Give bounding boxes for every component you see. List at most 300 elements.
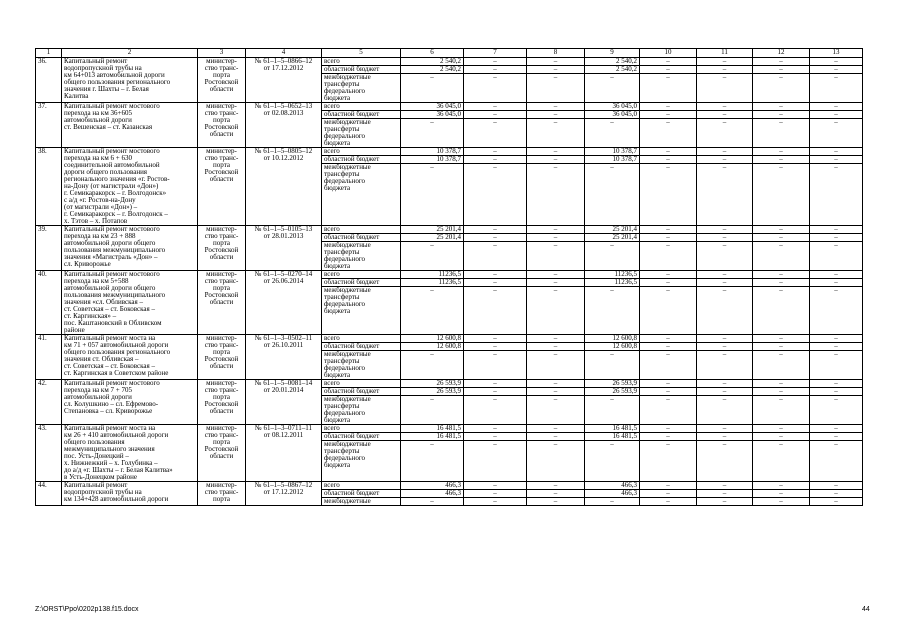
column-header: 9 xyxy=(585,49,640,58)
value-cell xyxy=(585,482,640,506)
value-cell xyxy=(585,271,640,335)
value: – xyxy=(779,118,783,126)
funding-source-label: областной бюджет xyxy=(322,111,400,119)
value: 36 045,0 xyxy=(401,111,463,119)
value: – xyxy=(753,156,809,164)
row-number: 37. xyxy=(36,103,62,148)
value-cell xyxy=(810,103,863,148)
value: – xyxy=(722,163,727,171)
value: – xyxy=(697,279,752,287)
customer: министер- ство транс- порта Ростовской области xyxy=(198,380,246,425)
column-header: 10 xyxy=(640,49,697,58)
value: – xyxy=(697,226,752,234)
value: – xyxy=(697,271,752,279)
value: – xyxy=(553,118,558,126)
funding-source-label: межбюджетные трансферты федерального бюджета xyxy=(324,350,371,379)
value-cell xyxy=(753,425,810,482)
funding-source-label: областной бюджет xyxy=(322,433,400,441)
value: – xyxy=(430,497,434,505)
value: 2 540,2 xyxy=(585,58,639,66)
value: – xyxy=(753,388,809,396)
row-number: 38. xyxy=(36,148,62,226)
value-cell xyxy=(464,425,527,482)
value: – xyxy=(779,497,783,505)
value: – xyxy=(430,286,434,294)
value: – xyxy=(753,58,809,66)
value-cell xyxy=(753,103,810,148)
value-cell xyxy=(527,380,585,425)
project-name: Капитальный ремонт водопропускной трубы на км 134+428 автомобильной дороги xyxy=(62,482,198,506)
value-cell xyxy=(401,226,464,271)
value: – xyxy=(527,226,584,234)
value: – xyxy=(553,163,558,171)
value-cell xyxy=(527,226,585,271)
funding-source-label: всего xyxy=(322,335,400,343)
column-header: 2 xyxy=(62,49,198,58)
value: 26 593,9 xyxy=(585,388,639,396)
document-number: № 61–1–5–0081–14 от 20.01.2014 xyxy=(246,380,322,425)
value-cell xyxy=(697,380,753,425)
value-cell xyxy=(585,380,640,425)
funding-sources xyxy=(322,380,401,425)
value: – xyxy=(527,433,584,441)
value: – xyxy=(753,148,809,156)
value: 26 593,9 xyxy=(401,380,463,388)
project-name: Капитальный ремонт мостового перехода на км 6 + 630 соединительной автомобильной дороги общего пользования регионального значения «г. Ростов- на-Дону (от магистрали «Дон») г. Семикаракорск – г. Волгодонск» с а/д «г. Ростов-на-Дону (от магистрали «Дон») – г. Семикаракорск – г. Волгодонск – х. Тэтов – х. Потапов xyxy=(62,148,198,226)
table-row xyxy=(36,271,863,335)
row-number: 39. xyxy=(36,226,62,271)
value-cell xyxy=(810,271,863,335)
value: – xyxy=(753,234,809,242)
value-cell xyxy=(753,58,810,103)
funding-source-label: всего xyxy=(322,148,400,156)
funding-source-label: областной бюджет xyxy=(322,66,400,74)
customer: министер- ство транс- порта Ростовской области xyxy=(198,226,246,271)
funding-source-label: межбюджетные трансферты федерального бюджета xyxy=(324,395,371,424)
value: – xyxy=(527,156,584,164)
value: – xyxy=(666,497,670,505)
value-cell xyxy=(527,148,585,226)
value: – xyxy=(527,279,584,287)
document-number: № 61–1–3–0711–11 от 08.12.2011 xyxy=(246,425,322,482)
value: 36 045,0 xyxy=(401,103,463,111)
value: 25 201,4 xyxy=(401,234,463,242)
value: – xyxy=(640,433,696,441)
value: – xyxy=(666,241,670,249)
value-cell xyxy=(697,226,753,271)
value: – xyxy=(779,350,783,358)
value: – xyxy=(666,73,670,81)
funding-source-label: областной бюджет xyxy=(322,490,400,498)
value: 12 600,8 xyxy=(401,343,463,351)
funding-sources xyxy=(322,226,401,271)
value-cell xyxy=(401,335,464,380)
value: – xyxy=(810,226,862,234)
value: – xyxy=(753,103,809,111)
customer: министер- ство транс- порта xyxy=(198,482,246,506)
value: – xyxy=(493,395,497,403)
customer: министер- ство транс- порта Ростовской области xyxy=(198,425,246,482)
value: – xyxy=(527,58,584,66)
value: – xyxy=(666,118,670,126)
value-cell xyxy=(585,425,640,482)
value: 2 540,2 xyxy=(401,58,463,66)
value-cell xyxy=(640,226,697,271)
value: – xyxy=(527,490,584,498)
value: – xyxy=(640,111,696,119)
value: – xyxy=(464,490,526,498)
value: – xyxy=(464,380,526,388)
value-cell xyxy=(464,103,527,148)
value: – xyxy=(640,58,696,66)
value: – xyxy=(640,234,696,242)
value: – xyxy=(810,425,862,433)
value: – xyxy=(553,440,558,448)
value: – xyxy=(722,350,727,358)
customer: министер- ство транс- порта Ростовской области xyxy=(198,148,246,226)
value: 26 593,9 xyxy=(585,380,639,388)
value: 11236,5 xyxy=(585,271,639,279)
value-cell xyxy=(640,148,697,226)
value-cell xyxy=(810,148,863,226)
column-header: 4 xyxy=(246,49,322,58)
value: – xyxy=(834,350,838,358)
value: – xyxy=(640,103,696,111)
value-cell xyxy=(753,380,810,425)
project-name: Капитальный ремонт мостового перехода на км 23 + 888 автомобильной дороги общего пользования межмуниципального значения «Магистраль «Дон» – сл. Криворожье xyxy=(62,226,198,271)
value: 2 540,2 xyxy=(585,66,639,74)
customer: министер- ство транс- порта Ростовской области xyxy=(198,335,246,380)
value: 466,3 xyxy=(401,482,463,490)
value: 10 378,7 xyxy=(585,156,639,164)
project-name: Капитальный ремонт мостового перехода на км 7 + 705 автомобильной дороги сл. Колушкино – сл. Ефремово- Степановка – сл. Криворожье xyxy=(62,380,198,425)
funding-source-label: межбюджетные трансферты федерального бюджета xyxy=(324,118,371,147)
value: – xyxy=(810,271,862,279)
column-header: 7 xyxy=(464,49,527,58)
column-header: 5 xyxy=(322,49,401,58)
value: – xyxy=(640,343,696,351)
value: – xyxy=(527,271,584,279)
value: – xyxy=(464,343,526,351)
value: – xyxy=(722,118,727,126)
value-cell xyxy=(753,482,810,506)
value: – xyxy=(834,241,838,249)
value: – xyxy=(553,73,558,81)
value-cell xyxy=(401,482,464,506)
value: – xyxy=(430,350,434,358)
value: – xyxy=(834,73,838,81)
document-number: № 61–1–5–0270–14 от 26.06.2014 xyxy=(246,271,322,335)
value: – xyxy=(527,335,584,343)
table-row xyxy=(36,226,863,271)
value: – xyxy=(464,279,526,287)
value: 16 481,5 xyxy=(401,433,463,441)
value: 466,3 xyxy=(401,490,463,498)
value: – xyxy=(779,286,783,294)
value: 16 481,5 xyxy=(401,425,463,433)
value: – xyxy=(753,271,809,279)
value: – xyxy=(697,103,752,111)
value: – xyxy=(553,497,558,505)
project-name: Капитальный ремонт мостового перехода на км 5+588 автомобильной дороги общего пользования межмуниципального значения «сл. Обливская – ст. Советская – ст. Боковская – ст. Каргинская» – пос. Каштановский в Обливском районе xyxy=(62,271,198,335)
value: – xyxy=(464,335,526,343)
value: – xyxy=(810,490,862,498)
value: – xyxy=(834,497,838,505)
column-header: 12 xyxy=(753,49,810,58)
value: 36 045,0 xyxy=(585,103,639,111)
value-cell xyxy=(464,271,527,335)
value: – xyxy=(697,343,752,351)
value: – xyxy=(430,118,434,126)
value: – xyxy=(697,425,752,433)
value-cell xyxy=(640,380,697,425)
value: – xyxy=(464,234,526,242)
value-cell xyxy=(697,103,753,148)
value: – xyxy=(430,395,434,403)
funding-source-label: областной бюджет xyxy=(322,156,400,164)
value: – xyxy=(834,118,838,126)
row-number: 41. xyxy=(36,335,62,380)
value: – xyxy=(610,163,614,171)
value-cell xyxy=(527,271,585,335)
value: – xyxy=(640,148,696,156)
value-cell xyxy=(527,425,585,482)
value: 16 481,5 xyxy=(585,425,639,433)
value: – xyxy=(464,271,526,279)
value: – xyxy=(722,497,727,505)
row-number: 44. xyxy=(36,482,62,506)
header-row xyxy=(36,49,863,58)
funding-source-label: межбюджетные трансферты федерального бюджета xyxy=(324,440,371,469)
value: – xyxy=(430,440,434,448)
value: – xyxy=(430,241,434,249)
column-header: 13 xyxy=(810,49,863,58)
value-cell xyxy=(527,335,585,380)
column-header: 11 xyxy=(697,49,753,58)
value: – xyxy=(697,380,752,388)
value-cell xyxy=(640,58,697,103)
value: – xyxy=(493,241,497,249)
value: – xyxy=(810,388,862,396)
value-cell xyxy=(697,335,753,380)
value: – xyxy=(553,241,558,249)
value: – xyxy=(834,440,838,448)
value-cell xyxy=(640,103,697,148)
value-cell xyxy=(585,335,640,380)
column-header: 8 xyxy=(527,49,585,58)
funding-source-label: областной бюджет xyxy=(322,234,400,242)
value: – xyxy=(810,66,862,74)
value: – xyxy=(464,103,526,111)
value: – xyxy=(697,66,752,74)
value: – xyxy=(464,482,526,490)
value: – xyxy=(493,118,497,126)
value: – xyxy=(640,388,696,396)
value: – xyxy=(527,482,584,490)
value-cell xyxy=(810,335,863,380)
value: – xyxy=(779,241,783,249)
value: – xyxy=(527,66,584,74)
value: – xyxy=(640,271,696,279)
value: – xyxy=(493,440,497,448)
value: – xyxy=(640,156,696,164)
value: 10 378,7 xyxy=(585,148,639,156)
value: – xyxy=(666,440,670,448)
value: – xyxy=(493,163,497,171)
value: – xyxy=(464,388,526,396)
value: – xyxy=(779,163,783,171)
value: – xyxy=(697,433,752,441)
value: – xyxy=(697,335,752,343)
value: – xyxy=(464,66,526,74)
customer: министер- ство транс- порта Ростовской области xyxy=(198,103,246,148)
value: – xyxy=(527,103,584,111)
value: 11236,5 xyxy=(401,271,463,279)
value: 10 378,7 xyxy=(401,148,463,156)
value: – xyxy=(722,440,727,448)
value: – xyxy=(640,66,696,74)
document-number: № 61–1–5–0867–12 от 17.12.2012 xyxy=(246,482,322,506)
value: – xyxy=(666,163,670,171)
project-name: Капитальный ремонт водопропускной трубы на км 64+013 автомобильной дороги общего пользования регионального значения г. Шахты – г. Белая Калитва xyxy=(62,58,198,103)
value: – xyxy=(753,482,809,490)
value: – xyxy=(464,425,526,433)
document-number: № 61–1–5–0652–13 от 02.08.2013 xyxy=(246,103,322,148)
value: – xyxy=(640,380,696,388)
value-cell xyxy=(585,103,640,148)
value: – xyxy=(753,343,809,351)
value: – xyxy=(610,286,614,294)
value: – xyxy=(640,279,696,287)
value-cell xyxy=(640,482,697,506)
value: – xyxy=(779,73,783,81)
value: – xyxy=(697,111,752,119)
value-cell xyxy=(753,226,810,271)
row-number: 40. xyxy=(36,271,62,335)
value: – xyxy=(810,335,862,343)
value: – xyxy=(640,425,696,433)
value-cell xyxy=(464,482,527,506)
value: – xyxy=(810,482,862,490)
value: – xyxy=(430,163,434,171)
value: – xyxy=(610,350,614,358)
value: 26 593,9 xyxy=(401,388,463,396)
funding-sources xyxy=(322,335,401,380)
value-cell xyxy=(753,148,810,226)
funding-source-label: всего xyxy=(322,482,400,490)
value-cell xyxy=(697,148,753,226)
customer: министер- ство транс- порта Ростовской области xyxy=(198,58,246,103)
value-cell xyxy=(401,148,464,226)
value: 16 481,5 xyxy=(585,433,639,441)
value-cell xyxy=(401,271,464,335)
project-name: Капитальный ремонт моста на км 71 + 057 автомобильной дороги общего пользования регионального значения ст. Обливская – ст. Советская – ст. Боковская – ст. Каргинская в Советском районе xyxy=(62,335,198,380)
value-cell xyxy=(810,482,863,506)
value-cell xyxy=(585,58,640,103)
value: – xyxy=(527,388,584,396)
value: – xyxy=(527,343,584,351)
value: – xyxy=(527,111,584,119)
value-cell xyxy=(640,271,697,335)
table-row xyxy=(36,425,863,482)
value: – xyxy=(666,395,670,403)
value-cell xyxy=(810,380,863,425)
value: – xyxy=(753,490,809,498)
value: – xyxy=(666,350,670,358)
table-row xyxy=(36,58,863,103)
value: – xyxy=(722,286,727,294)
value-cell xyxy=(810,425,863,482)
funding-source-label: всего xyxy=(322,425,400,433)
value: 11236,5 xyxy=(585,279,639,287)
value: – xyxy=(834,395,838,403)
funding-source-label: всего xyxy=(322,271,400,279)
value: – xyxy=(753,380,809,388)
value: – xyxy=(722,395,727,403)
value-cell xyxy=(810,58,863,103)
value: – xyxy=(810,58,862,66)
value: – xyxy=(464,226,526,234)
value-cell xyxy=(753,335,810,380)
value-cell xyxy=(527,482,585,506)
value: – xyxy=(834,286,838,294)
value: 25 201,4 xyxy=(585,234,639,242)
value: – xyxy=(430,73,434,81)
value: – xyxy=(697,58,752,66)
value-cell xyxy=(401,103,464,148)
table-row xyxy=(36,103,863,148)
value-cell xyxy=(464,148,527,226)
value: – xyxy=(697,388,752,396)
value-cell xyxy=(753,271,810,335)
table-body xyxy=(36,58,863,506)
value: – xyxy=(697,148,752,156)
funding-sources xyxy=(322,148,401,226)
value-cell xyxy=(527,58,585,103)
value: – xyxy=(464,148,526,156)
funding-sources xyxy=(322,103,401,148)
value: – xyxy=(697,234,752,242)
value: – xyxy=(464,111,526,119)
value: – xyxy=(610,497,614,505)
value: 12 600,8 xyxy=(401,335,463,343)
funding-source-label: межбюджетные трансферты федерального бюджета xyxy=(324,286,371,315)
value: – xyxy=(779,395,783,403)
value-cell xyxy=(464,380,527,425)
value: – xyxy=(753,335,809,343)
funding-source-label: областной бюджет xyxy=(322,279,400,287)
value: 12 600,8 xyxy=(585,343,639,351)
value-cell xyxy=(640,425,697,482)
value: 11236,5 xyxy=(401,279,463,287)
value: – xyxy=(753,66,809,74)
table-row xyxy=(36,148,863,226)
value-cell xyxy=(401,425,464,482)
customer: министер- ство транс- порта Ростовской области xyxy=(198,271,246,335)
value-cell xyxy=(697,482,753,506)
project-name: Капитальный ремонт моста на км 26 + 410 автомобильной дороги общего пользования межмуниципального значения пос. Усть-Донецкий – х. Нижнежкий – х. Голубинка – до а/д «г. Шахты – г. Белая Калитва» в Усть-Донецком районе xyxy=(62,425,198,482)
value: – xyxy=(697,490,752,498)
value: 10 378,7 xyxy=(401,156,463,164)
value: – xyxy=(753,425,809,433)
value: – xyxy=(810,279,862,287)
value: – xyxy=(464,58,526,66)
table-row xyxy=(36,380,863,425)
value: – xyxy=(722,241,727,249)
value: – xyxy=(779,440,783,448)
value: – xyxy=(810,156,862,164)
value: – xyxy=(834,163,838,171)
